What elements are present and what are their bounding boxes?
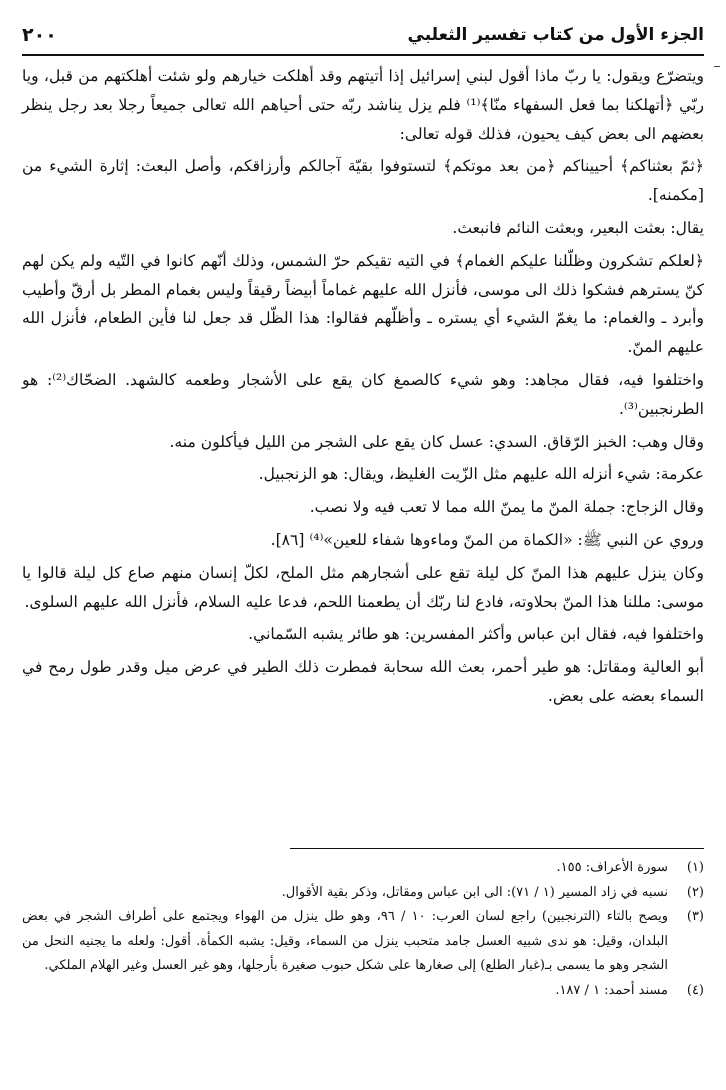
paragraph: وقال الزجاج: جملة المنّ ما يمنّ الله مما لا تعب فيه ولا نصب. [309,498,704,517]
paragraph: ﴿لعلكم تشكرون وظلّلنا عليكم الغمام﴾ في التيه تقيكم حرّ الشمس، وذلك أنّهم كانوا في التّيه ولم يكن لهم كنّ يسترهم فشكوا ذلك الى موسى، فأنزل الله عليهم غماماً أبيضاً رقيقاً وليس بغمام المطر بل أرقّ وأطيب وأبرد ـ والغمام: ما يغمّ الشيء أي يستره ـ وأظلّهم فقالوا: هذا الظّل قد جعل لنا فأين الطعام، فأنزل الله عليهم المنّ. [22,251,704,357]
header-rule [22,54,704,56]
footnote-text: ويصح بالتاء (الترنجبين) راجع لسان العرب: ١٠ / ٩٦، وهو طل ينزل من الهواء ويجتمع على أطراف الشجر في بعض البلدان، وقيل: هو ندى شبيه العسل جامد متحبب ينزل من السماء، وقيل: يشبه الكمأة. أقول: ولعله ما يجنيه النحل من الشجر وهو ما يسمى بـ(غبار الطلع) إلى صغارها على شكل حبوب صغيرة بأرجلها، وهو غير العسل وغير الهلام الملكي. [22,909,668,973]
paragraph: وقال وهب: الخبز الرّقاق. السدي: عسل كان يقع على الشجر من الليل فيأكلون منه. [169,432,704,451]
paragraph: وروي عن النبي ﷺ: «الكماة من المنّ وماءوها شفاء للعين»⁽⁴⁾ [٨٦]. [270,530,704,549]
footnote-number: (٢) [686,884,704,900]
paragraph: يقال: بعثت البعير، وبعثت النائم فانبعث. [452,218,704,237]
footnote [22,881,704,906]
margin-mark [714,66,720,67]
paragraph: أبو العالية ومقاتل: هو طير أحمر، بعث الله سحابة فمطرت ذلك الطير في عرض ميل وقدر طول رمح في السماء بعضه على بعض. [22,658,704,705]
paragraph: ويتضرّع ويقول: يا ربّ ماذا أقول لبني إسرائيل إذا أتيتهم وقد أهلكت خيارهم ولو شئت أهلكتهم من قبل، ويا ربّي ﴿أتهلكنا بما فعل السفهاء منّا﴾⁽¹⁾ فلم يزل يناشد ربّه حتى أحياهم الله تعالى جميعاً رجلا بعد رجل ينظر بعضهم الى بعض كيف يحيون، فذلك قوله تعالى: [22,67,704,143]
paragraph: وكان ينزل عليهم هذا المنّ كل ليلة تقع على أشجارهم مثل الملح، لكلّ إنسان منهم صاع كل ليلة قالوا يا موسى: مللنا هذا المنّ بحلاوته، فادع لنا ربّك أن يطعمنا اللحم، فدعا عليه السلام، فأنزل الله عليهم السلوى. [22,563,704,611]
footnote-text: مسند أحمد: ١ / ١٨٧. [555,982,668,998]
footnote [22,905,704,979]
page-number: ٢٠٠ [22,24,57,46]
footnote [22,979,704,1004]
page-header [22,14,704,56]
footnotes [22,856,704,1003]
footnote-number: (٤) [686,982,704,998]
footnote-text: نسبه في زاد المسير (١ / ٧١): الى ابن عباس ومقاتل، وذكر بقية الأقوال. [281,884,668,900]
paragraph: واختلفوا فيه، فقال مجاهد: وهو شيء كالصمغ كان يقع على الأشجار وطعمه كالشهد. الضحّاك⁽²⁾: هو الطرنجبين⁽³⁾. [22,370,704,418]
footnote-rule [290,848,704,849]
footnote-number: (٣) [686,909,704,924]
footnote-text: سورة الأعراف: ١٥٥. [556,860,668,875]
paragraph: واختلفوا فيه، فقال ابن عباس وأكثر المفسرين: هو طائر يشبه السّماني. [248,625,704,644]
paragraph: عكرمة: شيء أنزله الله عليهم مثل الزّيت الغليظ، ويقال: هو الزنجبيل. [258,465,704,484]
body-text [22,62,704,715]
paragraph: ﴿ثمّ بعثناكم﴾ أحييناكم ﴿من بعد موتكم﴾ لتستوفوا بقيّة آجالكم وأرزاقكم، وأصل البعث: إثارة الشيء من [مكمنه]. [22,157,704,205]
running-title: الجزء الأول من كتاب تفسير الثعلبي [407,25,704,45]
footnote [22,856,704,881]
footnote-number: (١) [686,860,704,875]
